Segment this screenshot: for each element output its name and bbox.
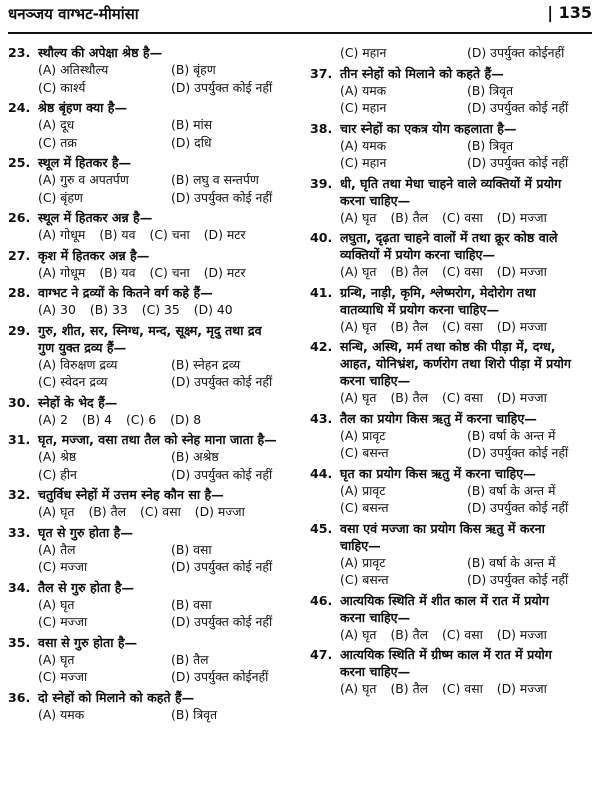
question-line: [310, 372, 594, 389]
question-number: 26.: [8, 210, 31, 225]
question-text: कृश में हितकर अन्न है—: [38, 247, 150, 263]
options-row: [310, 263, 594, 281]
answer-option: (B) 4: [81, 411, 112, 427]
answer-option: (D) उपर्युक्त कोई नहीं: [171, 559, 273, 574]
question-number: 39.: [310, 175, 333, 191]
page-number: | 135: [547, 3, 592, 22]
options-row: [310, 626, 594, 644]
question-line: [8, 339, 304, 356]
answer-option: (C) मज्जा: [38, 559, 88, 574]
answer-option: (D) मज्जा: [496, 264, 547, 279]
answer-option: (B) वसा: [171, 541, 212, 557]
answer-option: (D) उपर्युक्त कोई नहीं: [171, 614, 273, 629]
answer-option: (B) 33: [89, 302, 128, 317]
question-text: चार स्नेहों का एकत्र योग कहलाता है—: [340, 120, 517, 136]
answer-option: (B) त्रिवृत: [171, 706, 218, 722]
options-row: [8, 503, 304, 521]
question-block: [310, 465, 594, 517]
question-text: वाग्भट ने द्रव्यों के कितने वर्ग कहे हैं—: [38, 285, 213, 300]
question-text-continued: करना चाहिए—: [340, 192, 411, 208]
question-text: चतुर्विध स्नेहों में उत्तम स्नेह कौन सा है—: [38, 487, 224, 502]
question-block: [310, 646, 594, 698]
answer-option: (A) घृत: [340, 390, 377, 405]
options-row: [8, 373, 304, 391]
question-number: 43.: [310, 410, 333, 426]
question-number: 25.: [8, 155, 31, 170]
question-text-continued: करना चाहिए—: [340, 373, 411, 388]
question-line: [8, 689, 304, 706]
page-header: [8, 0, 592, 30]
question-block: [8, 394, 304, 429]
question-number: 42.: [310, 339, 333, 354]
question-number: 37.: [310, 65, 333, 81]
answer-option: (A) 30: [38, 302, 76, 317]
answer-option: (A) घृत: [38, 504, 75, 519]
answer-option: (C) बसन्त: [340, 500, 389, 515]
answer-option: (A) घृत: [340, 681, 377, 696]
question-number: 40.: [310, 230, 333, 245]
answer-option: (A) घृत: [340, 264, 377, 279]
answer-option: (D) मज्जा: [496, 209, 547, 225]
answer-option: (D) मटर: [203, 227, 246, 242]
question-line: [8, 524, 304, 541]
question-block: [8, 431, 304, 483]
question-line: [310, 229, 594, 246]
answer-option: (A) घृत: [340, 209, 377, 225]
question-line: [8, 154, 304, 171]
question-line: [310, 520, 594, 537]
options-row: [8, 79, 304, 97]
question-number: 30.: [8, 394, 31, 410]
answer-option: (B) यव: [99, 264, 136, 280]
options-row: [310, 137, 594, 155]
question-line: [310, 246, 594, 263]
question-text: तैल का प्रयोग किस ऋतु में करना चाहिए—: [340, 410, 537, 426]
answer-option: (D) उपर्युक्त कोई नहीं: [171, 189, 273, 205]
options-row: [8, 411, 304, 429]
answer-option: (A) घृत: [340, 626, 377, 642]
question-text: स्नेहों के भेद हैं—: [38, 394, 118, 410]
question-number: 32.: [8, 487, 31, 502]
answer-option: (B) त्रिवृत: [467, 82, 514, 98]
question-text-continued: आहत, योनिभ्रंश, कर्णरोग तथा शिरो पीड़ा में प्रयोग: [340, 356, 572, 371]
answer-option: (A) अतिस्थौल्य: [38, 62, 109, 77]
question-line: [310, 465, 594, 482]
question-block: [310, 44, 594, 62]
question-text-continued: करना चाहिए—: [340, 664, 411, 679]
question-line: [310, 609, 594, 626]
options-row: [310, 427, 594, 445]
question-line: [310, 120, 594, 137]
question-text: वसा से गुरु होता है—: [38, 634, 138, 650]
question-number: 38.: [310, 120, 333, 136]
options-row: [310, 209, 594, 227]
question-text: दो स्नेहों को मिलाने को कहते हैं—: [38, 689, 195, 705]
answer-option: (C) मज्जा: [38, 669, 88, 684]
options-row: [8, 264, 304, 282]
question-line: [310, 284, 594, 301]
options-row: [8, 116, 304, 134]
book-title: धनञ्जय वाग्भट-मीमांसा: [8, 5, 139, 23]
question-number: 34.: [8, 579, 31, 595]
answer-option: (A) विरुक्षण द्रव्य: [38, 356, 118, 372]
answer-option: (B) यव: [99, 227, 136, 242]
answer-option: (B) लघु व सन्तर्पण: [171, 172, 259, 187]
question-line: [310, 355, 594, 372]
answer-option: (B) तैल: [390, 626, 429, 642]
answer-option: (B) तैल: [390, 209, 429, 225]
options-row: [8, 61, 304, 79]
question-text-continued: चाहिए—: [340, 537, 381, 553]
question-block: [310, 338, 594, 407]
question-text: आत्ययिक स्थिति में शीत काल में रात में प्रयोग: [340, 592, 550, 608]
options-row: [8, 301, 304, 319]
question-line: [310, 65, 594, 82]
question-line: [8, 247, 304, 264]
question-block: [310, 120, 594, 172]
answer-option: (C) बसन्त: [340, 445, 389, 460]
answer-option: (D) 40: [193, 302, 233, 317]
question-text: घृत, मज्जा, वसा तथा तैल को स्नेह माना जाता है—: [38, 432, 277, 447]
question-text: गुरु, शीत, सर, स्निग्ध, मन्द, सूक्ष्म, मृदु तथा द्रव: [38, 322, 262, 338]
question-block: [8, 524, 304, 576]
answer-option: (B) बृंहण: [171, 62, 216, 77]
question-text: घृत से गुरु होता है—: [38, 524, 133, 540]
options-row: [8, 226, 304, 244]
question-number: 24.: [8, 100, 31, 115]
options-row: [8, 189, 304, 207]
question-line: [8, 99, 304, 116]
answer-option: (B) त्रिवृत: [467, 137, 514, 153]
answer-option: (D) उपर्युक्त कोई नहीं: [171, 79, 273, 95]
options-row: [8, 613, 304, 631]
question-number: 23.: [8, 45, 31, 60]
answer-option: (A) प्रावृट: [340, 427, 386, 443]
question-text: लघुता, दृढ़ता चाहने वालों में तथा क्रूर कोष्ठ वाले: [340, 230, 558, 245]
question-block: [310, 229, 594, 281]
question-line: [310, 175, 594, 192]
question-text-continued: व्यक्तियों में प्रयोग करना चाहिए—: [340, 247, 496, 262]
answer-option: (A) प्रावृट: [340, 482, 386, 498]
question-line: [310, 301, 594, 318]
answer-option: (D) उपर्युक्त कोई नहीं: [171, 466, 273, 482]
answer-option: (C) वसा: [442, 264, 483, 279]
question-line: [310, 646, 594, 663]
options-row: [8, 356, 304, 374]
answer-option: (D) उपर्युक्त कोई नहीं: [171, 374, 273, 389]
options-row: [310, 482, 594, 500]
question-text: धी, घृति तथा मेधा चाहने वाले व्यक्तियों में प्रयोग: [340, 175, 562, 191]
question-number: 41.: [310, 284, 333, 300]
answer-option: (A) घृत: [340, 318, 377, 334]
answer-option: (D) उपर्युक्त कोई नहीं: [467, 445, 569, 460]
question-number: 29.: [8, 322, 31, 338]
answer-option: (D) उपर्युक्त कोईनहीं: [171, 669, 269, 684]
options-row: [8, 134, 304, 152]
question-line: [8, 634, 304, 651]
question-block: [8, 689, 304, 724]
question-text: तीन स्नेहों को मिलाने को कहते हैं—: [340, 65, 504, 81]
question-block: [8, 247, 304, 282]
question-number: 33.: [8, 524, 31, 540]
question-text: ग्रन्थि, नाड़ी, कृमि, श्लेष्मरोग, मेदोरोग तथा: [340, 284, 536, 300]
answer-option: (C) महान: [340, 100, 387, 115]
right-column: [310, 44, 594, 701]
question-block: [8, 579, 304, 631]
answer-option: (B) वर्षा के अन्त में: [467, 482, 556, 498]
answer-option: (C) 6: [125, 411, 157, 427]
answer-option: (D) मज्जा: [496, 390, 547, 405]
options-row: [310, 318, 594, 336]
options-row: [8, 171, 304, 189]
question-block: [8, 284, 304, 319]
options-row: [310, 571, 594, 589]
header-rule: [8, 32, 592, 34]
answer-option: (C) वसा: [442, 390, 483, 405]
question-text: सन्धि, अस्थि, मर्म तथा कोष्ठ की पीड़ा में, दग्ध,: [340, 339, 556, 354]
options-row: [310, 82, 594, 100]
question-line: [8, 209, 304, 226]
options-row: [8, 448, 304, 466]
question-text-continued: वातव्याधि में प्रयोग करना चाहिए—: [340, 301, 500, 317]
options-row: [8, 558, 304, 576]
answer-option: (D) उपर्युक्त कोई नहीं: [467, 155, 569, 170]
answer-option: (B) तैल: [390, 681, 429, 696]
answer-option: (D) उपर्युक्त कोईनहीं: [467, 45, 565, 60]
question-line: [8, 394, 304, 411]
question-line: [310, 192, 594, 209]
question-number: 31.: [8, 432, 31, 447]
question-text: तैल से गुरु होता है—: [38, 579, 135, 595]
answer-option: (A) गोधूम: [38, 264, 86, 280]
answer-option: (A) घृत: [38, 651, 75, 667]
options-row: [310, 99, 594, 117]
answer-option: (D) मज्जा: [496, 626, 547, 642]
question-line: [310, 663, 594, 680]
question-text: स्थौल्य की अपेक्षा श्रेष्ठ है—: [38, 45, 163, 60]
options-row: [310, 389, 594, 407]
question-number: 28.: [8, 285, 31, 300]
question-text: वसा एवं मज्जा का प्रयोग किस ऋतु में करना: [340, 520, 545, 536]
question-block: [8, 154, 304, 206]
question-text-continued: गुण युक्त द्रव्य हैं—: [38, 339, 127, 355]
answer-option: (B) तैल: [390, 318, 429, 334]
options-row: [8, 596, 304, 614]
answer-option: (B) वर्षा के अन्त में: [467, 554, 556, 570]
answer-option: (C) चना: [149, 227, 190, 242]
answer-option: (A) यमक: [38, 706, 85, 722]
answer-option: (B) तैल: [390, 390, 429, 405]
answer-option: (C) महान: [340, 155, 387, 170]
options-row: [8, 466, 304, 484]
options-row: [310, 554, 594, 572]
question-line: [8, 322, 304, 339]
answer-option: (B) अश्रेष्ठ: [171, 449, 219, 464]
question-block: [8, 486, 304, 521]
answer-option: (D) उपर्युक्त कोई नहीं: [467, 500, 569, 515]
answer-option: (C) हीन: [38, 466, 77, 482]
answer-option: (C) मज्जा: [38, 614, 88, 629]
answer-option: (D) 8: [170, 411, 202, 427]
left-column: [8, 44, 304, 726]
question-line: [310, 537, 594, 554]
question-number: 47.: [310, 647, 333, 662]
question-block: [8, 209, 304, 244]
question-line: [310, 592, 594, 609]
options-row: [310, 444, 594, 462]
answer-option: (C) चना: [149, 264, 190, 280]
question-block: [310, 65, 594, 117]
answer-option: (D) मज्जा: [496, 318, 547, 334]
answer-option: (D) दधि: [171, 134, 212, 150]
answer-option: (C) वसा: [442, 209, 483, 225]
answer-option: (D) उपर्युक्त कोई नहीं: [467, 100, 569, 115]
question-text: स्थूल में हितकर है—: [38, 155, 132, 170]
question-block: [310, 284, 594, 336]
answer-option: (C) कार्श्य: [38, 79, 86, 95]
answer-option: (A) तैल: [38, 541, 76, 557]
question-block: [310, 520, 594, 589]
options-row: [310, 499, 594, 517]
options-row: [310, 680, 594, 698]
question-text: स्थूल में हितकर अन्न है—: [38, 210, 153, 225]
answer-option: (B) तैल: [390, 264, 429, 279]
options-row: [8, 706, 304, 724]
answer-option: (A) दूध: [38, 117, 75, 132]
question-number: 44.: [310, 465, 333, 481]
question-line: [310, 338, 594, 355]
options-row: [310, 44, 594, 62]
answer-option: (A) 2: [38, 411, 68, 427]
answer-option: (B) तैल: [171, 651, 209, 667]
answer-option: (C) वसा: [442, 626, 483, 642]
question-line: [310, 410, 594, 427]
answer-option: (A) प्रावृट: [340, 554, 386, 570]
answer-option: (B) तैल: [88, 504, 127, 519]
answer-option: (B) वसा: [171, 596, 212, 612]
question-block: [8, 634, 304, 686]
answer-option: (C) बृंहण: [38, 189, 83, 205]
question-block: [310, 175, 594, 227]
question-text: आत्ययिक स्थिति में ग्रीष्म काल में रात में प्रयोग: [340, 647, 552, 662]
answer-option: (C) महान: [340, 45, 387, 60]
question-number: 36.: [8, 689, 31, 705]
question-line: [8, 579, 304, 596]
options-row: [310, 154, 594, 172]
answer-option: (C) स्वेदन द्रव्य: [38, 374, 108, 389]
question-line: [8, 431, 304, 448]
answer-option: (C) वसा: [442, 318, 483, 334]
question-number: 35.: [8, 634, 31, 650]
question-block: [8, 99, 304, 151]
answer-option: (C) तक्र: [38, 134, 77, 150]
options-row: [8, 668, 304, 686]
answer-option: (D) मटर: [203, 264, 246, 280]
answer-option: (D) मज्जा: [194, 504, 245, 519]
answer-option: (A) यमक: [340, 137, 387, 153]
question-block: [8, 44, 304, 96]
answer-option: (B) स्नेहन द्रव्य: [171, 356, 241, 372]
answer-option: (A) गुरु व अपतर्पण: [38, 172, 129, 187]
answer-option: (D) मज्जा: [496, 681, 547, 696]
question-block: [310, 592, 594, 644]
question-text-continued: करना चाहिए—: [340, 609, 411, 625]
answer-option: (A) श्रेष्ठ: [38, 449, 77, 464]
answer-option: (A) घृत: [38, 596, 75, 612]
question-number: 27.: [8, 247, 31, 263]
answer-option: (B) वर्षा के अन्त में: [467, 427, 556, 443]
answer-option: (C) 35: [141, 302, 180, 317]
answer-option: (A) गोधूम: [38, 227, 86, 242]
question-line: [8, 284, 304, 301]
answer-option: (C) बसन्त: [340, 572, 389, 587]
question-line: [8, 44, 304, 61]
answer-option: (B) मांस: [171, 117, 213, 132]
question-line: [8, 486, 304, 503]
answer-option: (C) वसा: [140, 504, 181, 519]
question-block: [8, 322, 304, 391]
options-row: [8, 541, 304, 559]
question-text: श्रेष्ठ बृंहण क्या है—: [38, 100, 128, 115]
options-row: [8, 651, 304, 669]
answer-option: (D) उपर्युक्त कोई नहीं: [467, 572, 569, 587]
answer-option: (A) यमक: [340, 82, 387, 98]
question-block: [310, 410, 594, 462]
question-number: 45.: [310, 520, 333, 536]
answer-option: (C) वसा: [442, 681, 483, 696]
question-number: 46.: [310, 592, 333, 608]
question-text: घृत का प्रयोग किस ऋतु में करना चाहिए—: [340, 465, 536, 481]
